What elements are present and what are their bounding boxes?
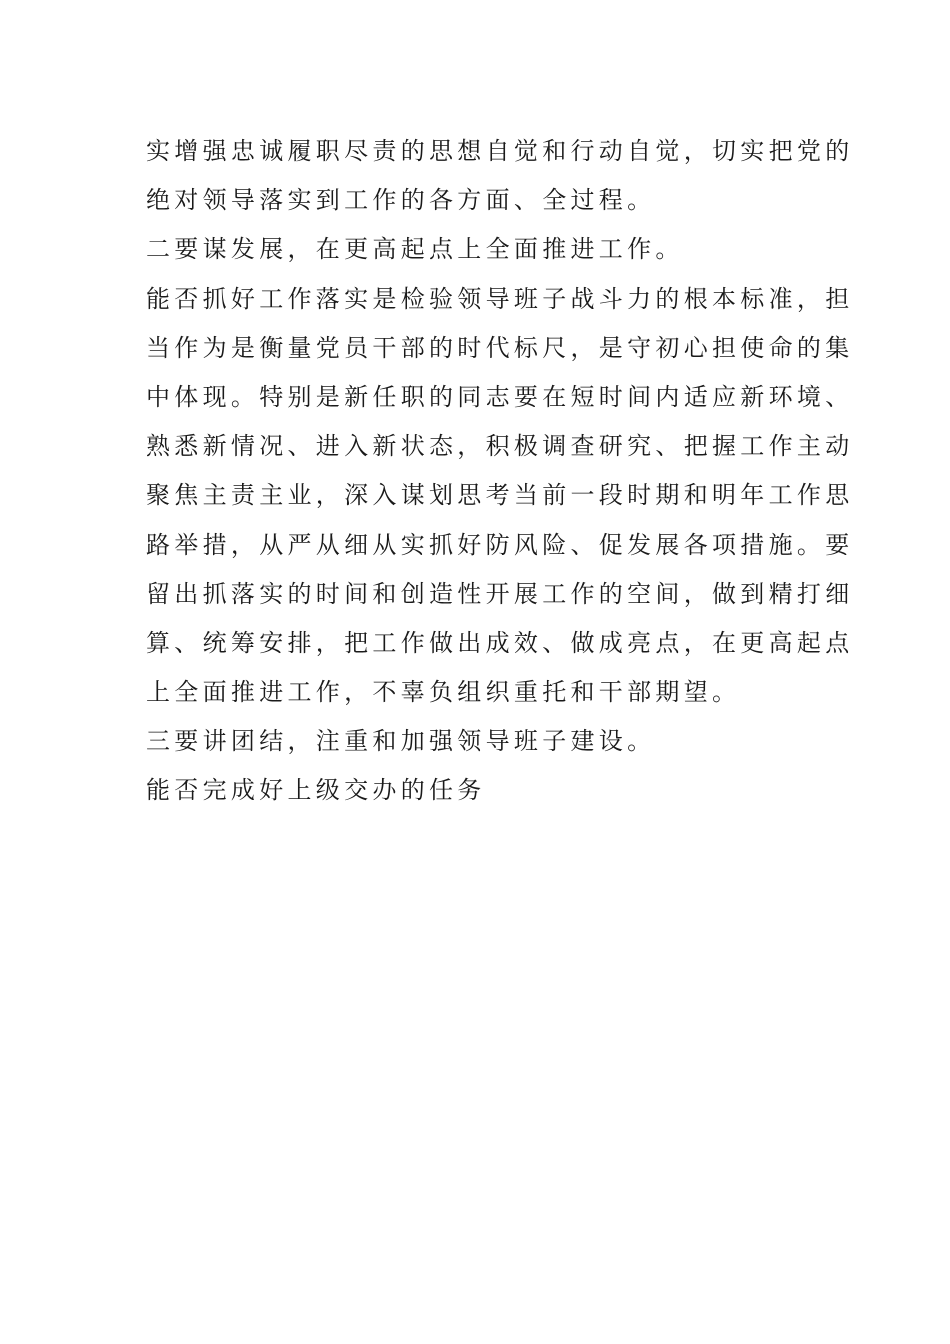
text-line: 熟悉新情况、进入新状态，积极调查研究、把握工作主动 bbox=[146, 432, 854, 461]
text-line: 中体现。特别是新任职的同志要在短时间内适应新环境、 bbox=[146, 382, 854, 411]
text-line: 能否完成好上级交办的任务 bbox=[146, 776, 486, 805]
section-heading: 二要谋发展，在更高起点上全面推进工作。 bbox=[146, 235, 684, 264]
text-line: 绝对领导落实到工作的各方面、全过程。 bbox=[146, 186, 656, 215]
text-line: 当作为是衡量党员干部的时代标尺，是守初心担使命的集 bbox=[146, 333, 854, 362]
text-line: 留出抓落实的时间和创造性开展工作的空间，做到精打细 bbox=[146, 579, 854, 608]
text-line: 实增强忠诚履职尽责的思想自觉和行动自觉，切实把党的 bbox=[146, 137, 854, 165]
text-line: 路举措，从严从细从实抓好防风险、促发展各项措施。要 bbox=[146, 530, 854, 559]
text-line: 上全面推进工作，不辜负组织重托和干部期望。 bbox=[146, 678, 741, 707]
text-line: 算、统筹安排，把工作做出成效、做成亮点，在更高起点 bbox=[146, 628, 854, 657]
text-line: 聚焦主责主业，深入谋划思考当前一段时期和明年工作思 bbox=[146, 481, 854, 510]
section-heading: 三要讲团结，注重和加强领导班子建设。 bbox=[146, 727, 656, 756]
text-line: 能否抓好工作落实是检验领导班子战斗力的根本标准，担 bbox=[146, 284, 854, 313]
document-body bbox=[146, 127, 854, 816]
